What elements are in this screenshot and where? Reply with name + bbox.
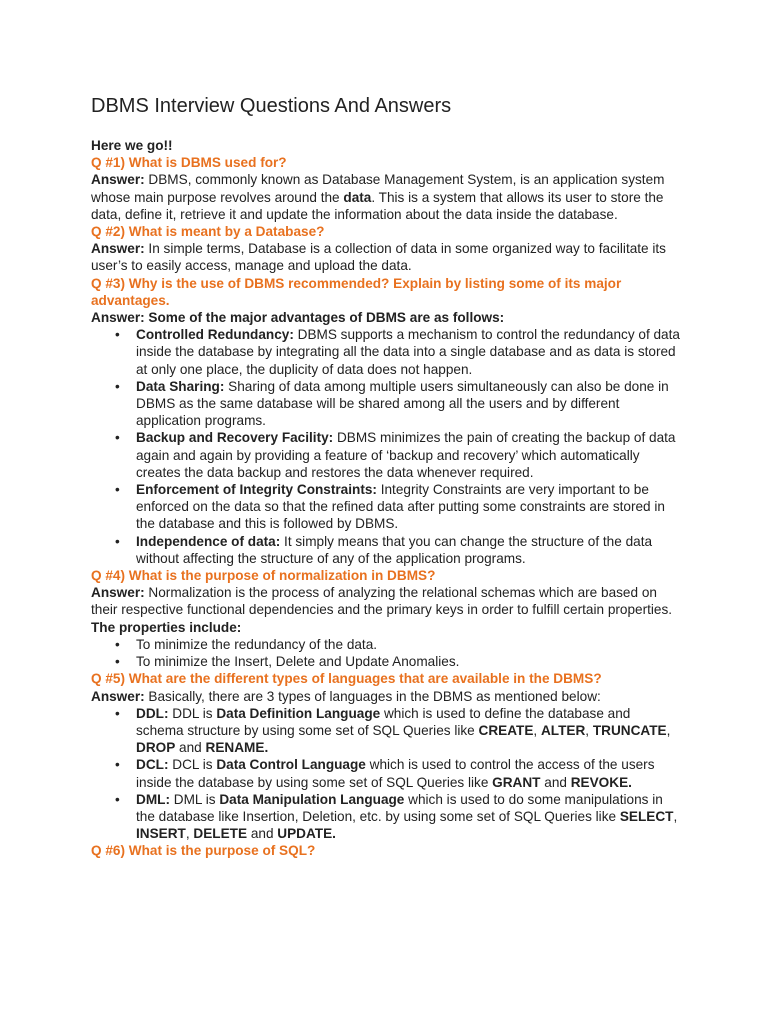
question-6: Q #6) What is the purpose of SQL? [91, 843, 316, 859]
question-2: Q #2) What is meant by a Database? [91, 224, 325, 240]
advantages-list [91, 326, 681, 567]
list-item: • To minimize the Insert, Delete and Update Anomalies. [136, 653, 681, 670]
list-item: • To minimize the redundancy of the data. [136, 636, 681, 653]
languages-list [91, 705, 681, 843]
document-title: DBMS Interview Questions And Answers [91, 95, 452, 117]
answer-5: Answer: Basically, there are 3 types of languages in the DBMS as mentioned below: [91, 688, 601, 704]
question-4: Q #4) What is the purpose of normalization in DBMS? [91, 568, 436, 584]
answer-1: Answer: DBMS, commonly known as Database Management System, is an application system whose main purpose revolves around the data. This is a system that allows its user to store the data, define it, retrieve it and update the information about the data inside the database. [91, 172, 665, 222]
intro-text: Here we go!! [91, 138, 173, 153]
question-3: Q #3) Why is the use of DBMS recommended? Explain by listing some of its major advantages. [91, 275, 622, 308]
answer-label: Answer: [91, 241, 145, 257]
list-item: • Backup and Recovery Facility: DBMS minimizes the pain of creating the backup of data again and again by providing a feature of ‘backup and recovery’ which automatically creates the data backup and restores the data whenever required. [136, 429, 681, 481]
properties-heading: The properties include: [91, 619, 242, 635]
list-item-dcl: • DCL: DCL is Data Control Language which is used to control the access of the users inside the database by using some set of SQL Queries like GRANT and REVOKE. [136, 756, 681, 790]
list-item-ddl: • DDL: DDL is Data Definition Language which is used to define the database and schema structure by using some set of SQL Queries like CREATE, ALTER, TRUNCATE, DROP and RENAME. [136, 705, 681, 757]
answer-label: Answer: [91, 172, 145, 188]
answer-4: Answer: Normalization is the process of analyzing the relational schemas which are based on their respective functional dependencies and the primary keys in order to fulfill certain properties. [91, 585, 673, 618]
list-item-dml: • DML: DML is Data Manipulation Language which is used to do some manipulations in the database like Insertion, Deletion, etc. by using some set of SQL Queries like SELECT, INSERT, DELETE and UPDATE. [136, 791, 681, 843]
list-item: • Data Sharing: Sharing of data among multiple users simultaneously can also be done in DBMS as the same database will be shared among all the users and by different application programs. [136, 378, 681, 430]
document-body [91, 137, 681, 860]
list-item: • Controlled Redundancy: DBMS supports a mechanism to control the redundancy of data inside the database by integrating all the data into a single database and as data is stored at only one place, the duplicity of data does not happen. [136, 326, 681, 378]
answer-3-heading: Answer: Some of the major advantages of DBMS are as follows: [91, 310, 505, 326]
question-1: Q #1) What is DBMS used for? [91, 155, 287, 171]
properties-list [91, 636, 681, 670]
list-item: • Enforcement of Integrity Constraints: Integrity Constraints are very important to be enforced on the data so that the refined data after putting some constraints are stored in the database and this is followed by DBMS. [136, 481, 681, 533]
answer-label: Answer: [91, 688, 145, 704]
answer-label: Answer: [91, 585, 145, 601]
list-item: • Independence of data: It simply means that you can change the structure of the data without affecting the structure of any of the application programs. [136, 533, 681, 567]
answer-2: Answer: In simple terms, Database is a collection of data in some organized way to facilitate its user’s to easily access, manage and upload the data. [91, 241, 666, 274]
question-5: Q #5) What are the different types of languages that are available in the DBMS? [91, 671, 602, 687]
